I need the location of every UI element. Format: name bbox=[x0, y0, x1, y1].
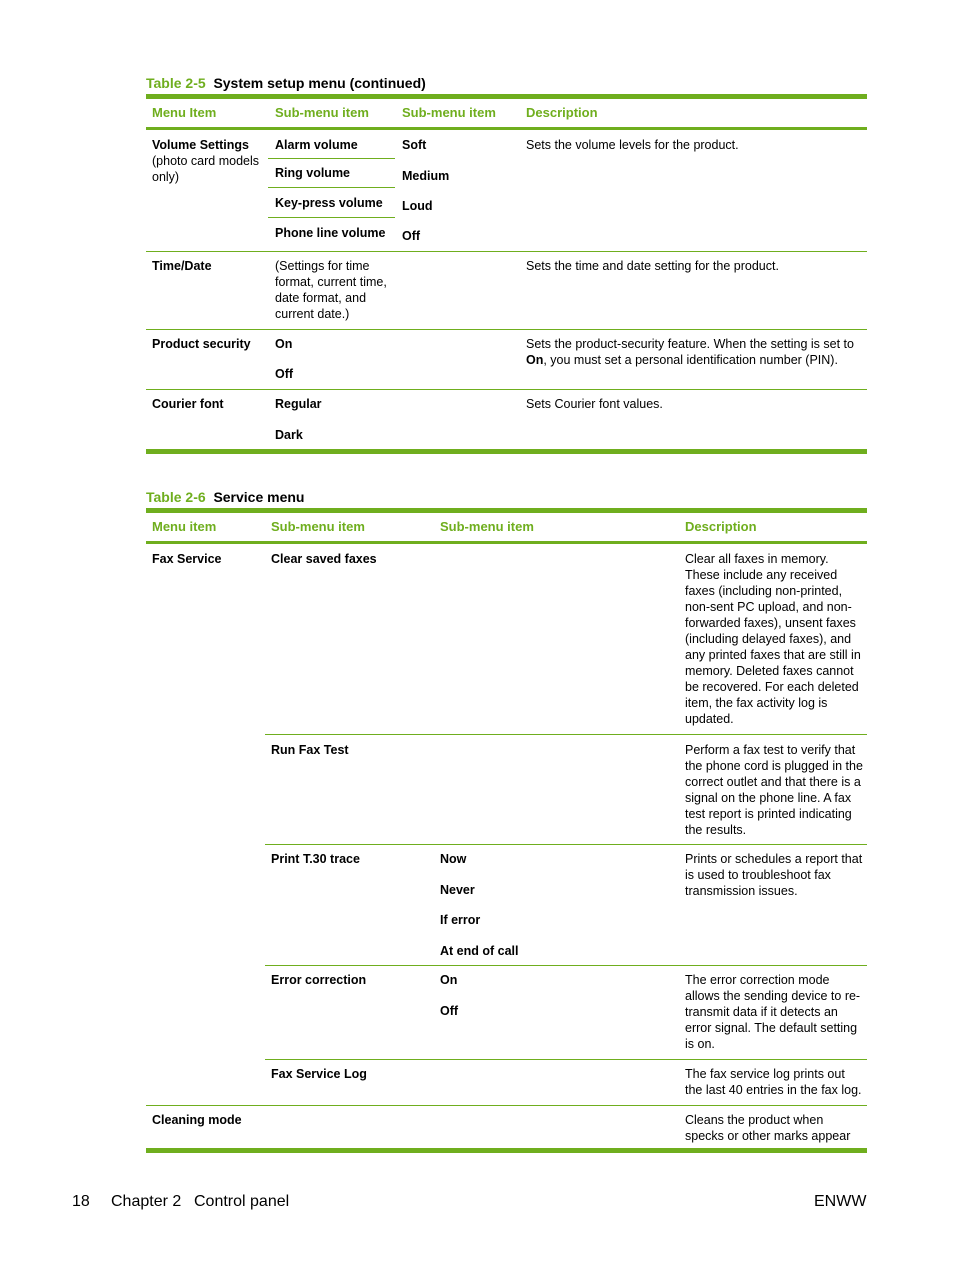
volume-sub-rule bbox=[268, 158, 395, 159]
security-desc-part: , you must set a personal identification number (PIN). bbox=[543, 353, 838, 367]
volume-description: Sets the volume levels for the product. bbox=[526, 138, 739, 152]
courier-description: Sets Courier font values. bbox=[526, 397, 663, 411]
table2-row-rule bbox=[146, 1105, 867, 1106]
t30-now: Now bbox=[440, 852, 467, 866]
security-off: Off bbox=[275, 367, 294, 381]
footer-chapter: Chapter 2 bbox=[111, 1193, 182, 1210]
ring-volume: Ring volume bbox=[275, 166, 351, 180]
volume-settings-note: (photo card models only) bbox=[152, 154, 260, 184]
t30-if-error: If error bbox=[440, 913, 481, 927]
run-fax-test-description: Perform a fax test to verify that the phone cord is plugged in the correct outlet and that there is a signal on the phone line. A fax test report is printed indicating the results. bbox=[685, 743, 863, 837]
error-correction-description: The error correction mode allows the sending device to re-transmit data if it detects an error signal. The default setting is on. bbox=[685, 973, 861, 1051]
volume-settings-label: Volume Settings bbox=[152, 138, 250, 152]
table1-header-sub2: Sub-menu item bbox=[402, 105, 496, 120]
table1-caption-title: System setup menu (continued) bbox=[213, 75, 426, 91]
time-date-settings: (Settings for time format, current time, date format, and current date.) bbox=[275, 259, 387, 321]
cleaning-mode-label: Cleaning mode bbox=[152, 1113, 242, 1127]
table2-row-rule bbox=[265, 1059, 867, 1060]
table2-caption bbox=[146, 489, 305, 505]
error-correction-on: On bbox=[440, 973, 458, 987]
volume-sub-rule bbox=[268, 217, 395, 218]
error-correction-off: Off bbox=[440, 1004, 459, 1018]
table1-row-rule bbox=[146, 251, 867, 252]
volume-loud: Loud bbox=[402, 199, 433, 213]
table1-header-sub1: Sub-menu item bbox=[275, 105, 369, 120]
clear-saved-faxes-description: Clear all faxes in memory. These include any received faxes (including non-printed, non-sent PC upload, and non-forwarded faxes), unsent faxes (including delayed faxes), and any printed faxes that are still in memory. Deleted faxes cannot be recovered. For each deleted item, the fax activity log is updated. bbox=[685, 552, 861, 726]
page-number: 18 bbox=[72, 1193, 90, 1210]
t30-never: Never bbox=[440, 883, 475, 897]
table2-row-rule bbox=[265, 734, 867, 735]
table1-caption-number: Table 2-5 bbox=[146, 75, 206, 91]
product-security-label: Product security bbox=[152, 337, 251, 351]
table2-row-rule bbox=[265, 844, 867, 845]
courier-font-label: Courier font bbox=[152, 397, 224, 411]
print-t30-trace: Print T.30 trace bbox=[271, 852, 360, 866]
table1-header-rule bbox=[146, 127, 867, 130]
security-desc-part: Sets the product-security feature. When the setting is set to bbox=[526, 337, 854, 351]
security-description bbox=[526, 336, 864, 368]
time-date-description: Sets the time and date setting for the product. bbox=[526, 259, 779, 273]
table1-row-rule bbox=[146, 329, 867, 330]
fax-service-log: Fax Service Log bbox=[271, 1067, 367, 1081]
run-fax-test: Run Fax Test bbox=[271, 743, 349, 757]
key-press-volume: Key-press volume bbox=[275, 196, 383, 210]
courier-dark: Dark bbox=[275, 428, 303, 442]
t30-at-end-of-call: At end of call bbox=[440, 944, 519, 958]
table1-top-rule bbox=[146, 94, 867, 99]
table2-header-description: Description bbox=[685, 519, 757, 534]
alarm-volume: Alarm volume bbox=[275, 138, 358, 152]
time-date-label: Time/Date bbox=[152, 259, 212, 273]
clear-saved-faxes: Clear saved faxes bbox=[271, 552, 377, 566]
volume-off: Off bbox=[402, 229, 421, 243]
table1-row-rule bbox=[146, 389, 867, 390]
security-on: On bbox=[275, 337, 293, 351]
table2-header-rule bbox=[146, 541, 867, 544]
table2-header-sub2: Sub-menu item bbox=[440, 519, 534, 534]
table1-bottom-rule bbox=[146, 449, 867, 454]
courier-regular: Regular bbox=[275, 397, 322, 411]
volume-soft: Soft bbox=[402, 138, 427, 152]
volume-medium: Medium bbox=[402, 169, 450, 183]
table2-header-sub1: Sub-menu item bbox=[271, 519, 365, 534]
table2-header-menu: Menu item bbox=[152, 519, 217, 534]
footer-brand: ENWW bbox=[814, 1193, 867, 1210]
table2-bottom-rule bbox=[146, 1148, 867, 1153]
footer-section: Control panel bbox=[194, 1193, 290, 1210]
table1-header-description: Description bbox=[526, 105, 598, 120]
fax-service-log-description: The fax service log prints out the last 40 entries in the fax log. bbox=[685, 1067, 862, 1097]
error-correction: Error correction bbox=[271, 973, 367, 987]
table1-caption bbox=[146, 75, 426, 91]
print-t30-description: Prints or schedules a report that is used to troubleshoot fax transmission issues. bbox=[685, 852, 863, 898]
table2-row-rule bbox=[265, 965, 867, 966]
volume-sub-rule bbox=[268, 187, 395, 188]
security-desc-bold: On bbox=[526, 353, 544, 367]
table2-top-rule bbox=[146, 508, 867, 513]
cleaning-mode-description: Cleans the product when specks or other marks appear bbox=[685, 1113, 851, 1143]
table2-caption-title: Service menu bbox=[213, 489, 305, 505]
table2-caption-number: Table 2-6 bbox=[146, 489, 206, 505]
table1-header-menu: Menu Item bbox=[152, 105, 217, 120]
phone-line-volume: Phone line volume bbox=[275, 226, 386, 240]
fax-service-label: Fax Service bbox=[152, 552, 222, 566]
